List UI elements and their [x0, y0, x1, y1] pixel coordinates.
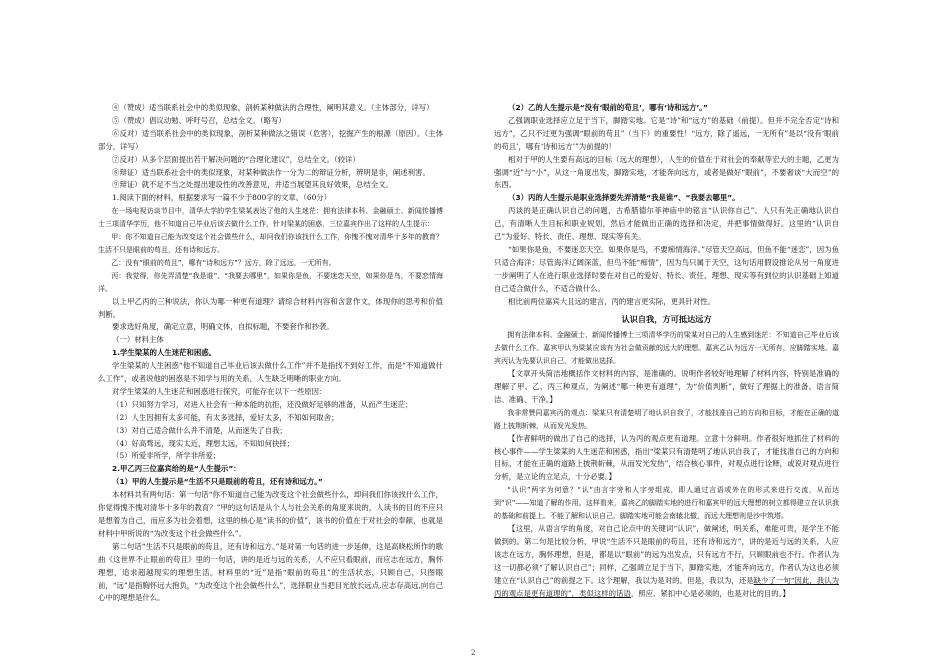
page-number: 2 [471, 649, 476, 657]
comment-paragraph [494, 523, 839, 600]
comment-paragraph: 【作者鲜明的做出了自己的选择，认为丙的观点更有道理。立意十分鲜明。作者很好地抓住了材料的核心事件——学生梁某的人生迷茫和困惑，指出“梁某只有清楚明了地认识自我了，才能找准自己的方向和目标，才能在正确的道路上披荆斩棘，从而发光发热”，结合核心事件，对观点进行诠释，或说对观点进行分析，是立论的立足点，十分必要。】 [494, 433, 839, 482]
comment-text: ，照应、紧扣中心是必须的，也是对比的目的。】 [630, 588, 790, 598]
question-prompt: 1.阅读下面的材料，根据要求写一篇不少于800字的文章。（60分） [112, 193, 332, 203]
underlined-text: 缺少了一句“因此，我认为丙的观点是更有道理的”，类似这样的话语 [494, 575, 840, 598]
essay-paragraph: 拥有法律本科、金融硕士、新闻传播博士三项清华学历的梁某对自己的人生感到迷茫：不知道自己毕业后该去做什么工作。嘉宾甲认为梁某应该有为社会做贡献的远大的理想。嘉宾乙认为远方一无所有，应脚踏实地。嘉宾丙认为先要认识自己，才能做出选择。 [494, 331, 839, 366]
list-item: （1）只知努力学习，对进入社会有一种本能的抗拒，还没做好足够的准备，从而产生迷茫； [112, 399, 413, 409]
paragraph: ⑤（赞成）倡议动勉、呼吁号召，总结全文。（略写） [112, 115, 286, 125]
paragraph: 以上甲乙丙的三种说法，你认为哪一种更有道理？请综合材料内容和含意作文，体现你的思考和价值判断。 [98, 296, 443, 319]
comment-text: 【这里，从语言学的角度，对自己论点中的关键词“认识”，做阐述，明关系，难能可贵，是学生不能做到的。第二句是比较分析，甲说“生活不只是眼前的苟且，还有诗和远方”，讲的是近与远的关系，人应该志在远方，胸怀理想，但是，都是以“眼前”的远为出发点，只有远方不行，只顾眼前也不行。作者认为这一切都必须“了解认识自己”；同样，乙强调立足于当下，脚踏实地，才能奔向远方，作者认为这也必须建立在“认识自己”的前提之下。这个理解，我以为是对的。但是，我以为，还是 [494, 524, 839, 585]
paragraph: “如果你是鱼，不要迷恋天空。如果你是鸟，不要痴情海洋。”尽管天空高远，但鱼不能“迷恋”，因为鱼只适合海洋；尽管海洋辽阔深蓝，但鸟不能“痴情”，因为鸟只属于天空，这句话用假设推论从另一角度进一步阐明了人在进行职业选择时要在对自己的爱好、特长、责任、理想、现实等有到位的认识基础上知道自己适合做什么，不适合做什么。 [494, 244, 839, 293]
section-heading: （3）丙的人生提示是职业选择要先弄清楚“我是谁”、“我要去哪里”。 [508, 193, 740, 203]
right-column [494, 102, 839, 600]
paragraph: 对学生梁某的人生迷茫和困惑进行探究，可能存在以下一些原因： [112, 386, 327, 396]
section-heading: 2.甲乙丙三位嘉宾给的是“人生提示”： [112, 464, 241, 474]
paragraph: 相比前两位嘉宾大且远的建言，丙的建言更实际，更具针对性。 [508, 296, 715, 306]
section-heading: （2）乙的人生提示是“没有‘眼前的苟且’，哪有‘诗和远方’。” [508, 103, 708, 112]
list-item: （3）对自己适合做什么并不清楚，从而迷失了自我； [112, 425, 287, 435]
essay-title: 认识自我，方可抵达远方 [621, 313, 712, 324]
comment-paragraph: 【文章开头简洁地概括作文材料的内容，是准确的。说明作者较好地理解了材料内容，特别是准确的理解了甲、乙、丙三种观点，为阐述“哪一种更有道理”，为“价值判断”，做好了理据上的准备。语言简洁、准确、干净。】 [494, 369, 839, 404]
material-yi: 乙：没有“眼前的苟且”，哪有“诗和远方”？远方，除了远远，一无所有。 [111, 258, 336, 267]
paragraph: 丙谈的是正确认识自己的问题，古希腊德尔菲神庙中的铭言“认识你自己”。人只有先正确地认识自己，有清晰人生目标和职业规划，然后才能做出正确的选择和决定，并把事情做得好。这里的“认识自己”为爱好、特长、责任、理想、现实等有关。 [494, 206, 839, 242]
paragraph: ⑥反对）适当联系社会中的类似现象，剖析某种做法之错误（危害），挖掘产生的根源（原因）。（主体部分，详写） [98, 128, 443, 151]
paragraph: 学生梁某的人生困惑“他不知道自己毕业后该去做什么工作”并不是指找不到好工作，而是“不知道做什么工作”，或者说他的困惑是不知学与用的关系，人生缺乏明晰的职业方向。 [98, 361, 443, 384]
list-item: （5）所爱非所学，所学非所爱； [112, 451, 221, 461]
material-bing: 丙：我觉得，你先弄清楚“我是谁”、“我要去哪里”，如果你是鱼，不要迷恋天空，如果你是鸟，不要恋情海洋。 [98, 271, 443, 293]
paragraph: 相对于甲的人生要有高远的目标（远大的理想），人生的价值在于对社会的奉献等宏大的主题，乙更为强调“近”与“小”，从这一角度出发，脚踏实地，才能奔向远方，或者是做好“眼前”，不要奢谈“大而空”的东西。 [494, 154, 839, 190]
material-text: 在一场电视访谈节目中，清华大学的学生梁某表达了他的人生迷茫：拥有法律本科、金融硕士、新闻传播博士三项清华学历，他不知道自己毕业后该去做什么工作，针对梁某的困惑，三位嘉宾作出了这样的人生提示： [98, 207, 443, 229]
material-jia: 甲：你不知道自己能为改变这个社会做些什么，却问我们你该找什么工作，你愧不愧对清华十多年的教育？生活不只是眼前的苟且，还有诗和远方。 [98, 233, 443, 254]
list-item: （4）好高骛远，现实太近，理想太远，不知如何抉择； [112, 438, 295, 448]
paragraph: 本材料共有两句话：第一句话“你不知道自己能为改变这个社会做些什么，却问我们你该找什么工作，你觉得愧不愧对清华十多年的教育？”甲的这句话是从个人与社会关系的角度来说的，人读书的目的不应只是想着为自己，而应多为社会着想，这里的核心是“读书的价值”，该书的价值在于对社会的奉献，也就是材料中甲所说的“为改变这个社会做些什么”。 [98, 490, 443, 538]
paragraph: 要求选好角度，确定立意，明确文体，自拟标题，不要套作和抄袭。 [112, 322, 334, 332]
list-item: （2）人生因拥有太多可能，有太多选择，爱好太多，不知如何取舍； [112, 412, 339, 422]
section-heading: （1）甲的人生提示是“生活不只是眼前的苟且，还有诗和远方。” [112, 477, 323, 487]
essay-paragraph: “认识”两字为何意？“认”由言字旁和人字旁组成，即人通过言语或外在的形式来进行交流，从而达到“识”——知道了解的作用。这样看来，嘉宾乙的脚踏实地的进行和嘉宾甲的远大理想的树立都得建立在认识我的基础和前提上。不能了解和认识自己，脚踏实地可能会南辕北辙，而远大理想则是沙中筑塔。 [494, 486, 839, 521]
left-column [98, 102, 443, 605]
paragraph: 第二句话“生活不只是眼前的苟且，还有诗和远方。”是对第一句话的进一步延伸，这是高晓松所作的歌曲《这世界不止眼前的苟且》里的一句话，讲的是近与远的关系，人不应只看眼前，而应志在远方，胸怀理想，追求超越现实的理想生活。材料里的“近”是指“眼前的苟且”的生活状态，只顾自己，只图眼前，“远”是指胸怀远大抱负，“为改变这个社会做些什么”，选择职业当把目光放长远点,应志存高远,向自己心中的理想是什么。 [98, 541, 444, 603]
paragraph: ④（赞成）适当联系社会中的类似现象，剖析某种做法的合理性，阐明其意义。（主体部分，详写） [112, 103, 434, 112]
paragraph: 乙强调职业选择应立足于当下，脚踏实地。它是“诗”和“远方”的基础（前提）。但并不完全否定“诗和远方”，乙只不过更为强调“眼前的苟且”（当下）的重要性！“远方，除了遥远，一无所有”是以“没有‘眼前的苟且’，哪有‘诗和远方’”为前提的！ [494, 115, 839, 151]
section-heading: 1.学生梁某的人生迷茫和困惑。 [112, 348, 217, 358]
paragraph: ⑦反对）从多个层面提出若干解决问题的“合理化建议”，总结全文。（较详） [112, 154, 360, 164]
paragraph: ⑨辩证）就不足不当之处提出建设性的改善意见，并适当展望其良好效果，总结全文。 [112, 180, 393, 190]
section-heading: （一）材料主体 [112, 335, 164, 345]
paragraph: ⑧辩证）适当联系社会中的类似现象，对某种做法作一分为二的辩证分析，辨明是非，阐述利害。 [112, 167, 430, 177]
essay-paragraph: 我非常赞同嘉宾丙的观点：梁某只有清楚明了地认识自我了，才能找准自己的方向和目标，才能在正确的道路上披荆斩棘，从而发光发热。 [494, 408, 839, 430]
